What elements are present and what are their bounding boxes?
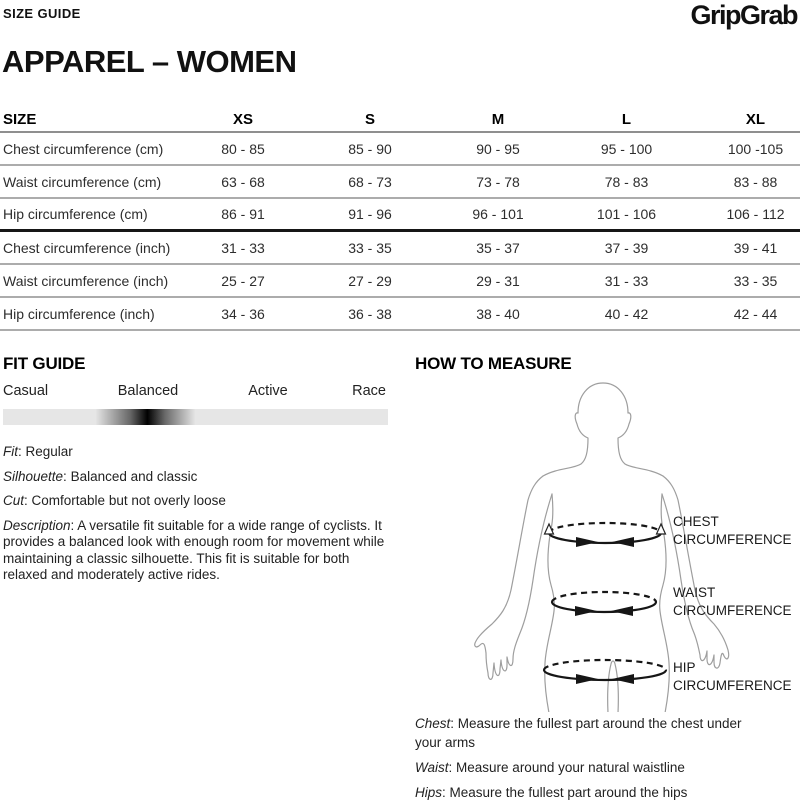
how-to-measure-heading: HOW TO MEASURE	[415, 354, 572, 373]
size-value-cell: 36 - 38	[348, 305, 392, 322]
size-value-cell: 27 - 29	[348, 272, 392, 289]
waist-circumference-label: WAIST CIRCUMFERENCE	[673, 585, 792, 618]
fit-attribute	[3, 469, 391, 486]
table-row-waist-inch	[0, 265, 800, 298]
attribute-term: Description	[3, 517, 71, 533]
fit-guide-heading: FIT GUIDE	[3, 354, 86, 373]
table-row-chest-cm	[0, 133, 800, 166]
size-value-cell: 90 - 95	[476, 140, 520, 157]
instruction-text: Measure the fullest part around the hips	[449, 785, 688, 800]
measure-instructions	[415, 714, 749, 808]
size-table	[0, 108, 800, 331]
measure-instruction-hips	[415, 783, 749, 802]
size-value-cell: 96 - 101	[472, 206, 524, 222]
instruction-term: Waist	[415, 760, 449, 775]
fit-attribute	[3, 493, 391, 510]
column-header-s: S	[364, 111, 375, 128]
scale-label-casual: Casual	[3, 383, 49, 399]
size-value-cell: 78 - 83	[604, 173, 649, 190]
row-label: Hip circumference (inch)	[3, 305, 155, 322]
gripgrab-logo: GripGrab	[690, 0, 797, 30]
column-header-l: L	[621, 111, 632, 128]
size-value-cell: 106 - 112	[726, 206, 785, 222]
fit-scale-bar	[3, 409, 388, 425]
size-value-cell: 33 - 35	[348, 239, 392, 256]
table-row-hip-inch	[0, 298, 800, 331]
size-value-cell: 73 - 78	[476, 173, 520, 190]
how-to-measure-section	[415, 349, 800, 800]
instruction-separator: :	[450, 716, 458, 731]
scale-label-balanced: Balanced	[117, 383, 179, 399]
size-value-cell: 39 - 41	[733, 239, 778, 256]
column-header-size: SIZE	[3, 111, 37, 128]
size-value-cell: 29 - 31	[476, 272, 520, 289]
attribute-term: Silhouette	[3, 468, 64, 484]
size-value-cell: 68 - 73	[348, 173, 392, 190]
column-header-xs: XS	[232, 111, 253, 128]
attribute-separator: :	[63, 468, 71, 484]
column-header-xl: XL	[745, 111, 766, 128]
row-label: Waist circumference (inch)	[3, 272, 169, 289]
size-value-cell: 31 - 33	[604, 272, 649, 289]
attribute-text: Regular	[25, 444, 73, 459]
row-label: Chest circumference (cm)	[3, 140, 164, 157]
measure-instruction-chest	[415, 714, 749, 752]
hip-circumference-label: HIP CIRCUMFERENCE	[673, 660, 792, 693]
page-eyebrow: SIZE GUIDE	[3, 6, 81, 21]
attribute-separator: :	[24, 493, 32, 508]
instruction-text: Measure around your natural waistline	[456, 760, 685, 775]
attribute-term: Fit	[3, 444, 18, 459]
size-value-cell: 86 - 91	[221, 206, 265, 222]
instruction-text: Measure the fullest part around the chest under your arms	[415, 716, 742, 750]
size-value-cell: 25 - 27	[221, 272, 265, 289]
row-label: Hip circumference (cm)	[3, 206, 148, 222]
row-label: Chest circumference (inch)	[3, 239, 171, 256]
size-value-cell: 63 - 68	[221, 173, 265, 190]
instruction-separator: :	[448, 760, 457, 775]
fit-guide-section	[3, 349, 391, 629]
chest-circumference-label: CHEST CIRCUMFERENCE	[673, 514, 792, 547]
size-value-cell: 33 - 35	[733, 272, 778, 289]
size-value-cell: 35 - 37	[476, 239, 520, 256]
size-value-cell: 101 - 106	[596, 206, 657, 222]
size-value-cell: 91 - 96	[348, 206, 392, 222]
table-row-chest-inch	[0, 232, 800, 265]
size-value-cell: 95 - 100	[600, 140, 653, 157]
size-value-cell: 85 - 90	[348, 140, 392, 157]
table-row-hip-cm	[0, 199, 800, 232]
scale-label-race: Race	[352, 383, 386, 399]
size-value-cell: 38 - 40	[476, 305, 520, 322]
size-value-cell: 31 - 33	[221, 239, 265, 256]
fit-attributes	[3, 444, 391, 592]
page-title: APPAREL – WOMEN	[2, 44, 297, 79]
table-row-waist-cm	[0, 166, 800, 199]
row-label: Waist circumference (cm)	[3, 173, 162, 190]
attribute-separator: :	[18, 444, 26, 459]
column-header-m: M	[491, 111, 505, 128]
fit-scale-labels	[3, 383, 388, 401]
size-value-cell: 83 - 88	[733, 173, 778, 190]
size-value-cell: 100 -105	[727, 140, 784, 157]
size-value-cell: 80 - 85	[221, 140, 265, 157]
fit-attribute	[3, 518, 391, 584]
size-value-cell: 42 - 44	[733, 305, 778, 322]
attribute-text: A versatile fit suitable for a wide range of cyclists. It provides a balanced look with enough room for movement while maintaining a classic silhouette. This fit is suitable for both relaxed and moderately active rides.	[3, 517, 385, 582]
instruction-separator: :	[442, 785, 450, 800]
attribute-text: Balanced and classic	[70, 468, 198, 484]
size-value-cell: 34 - 36	[221, 305, 265, 322]
scale-label-active: Active	[248, 383, 288, 399]
fit-attribute	[3, 444, 391, 461]
instruction-term: Chest	[415, 716, 451, 731]
instruction-term: Hips	[415, 785, 443, 800]
measure-instruction-waist	[415, 758, 749, 777]
size-value-cell: 40 - 42	[604, 305, 649, 322]
attribute-text: Comfortable but not overly loose	[31, 493, 226, 508]
attribute-separator: :	[70, 517, 78, 533]
attribute-term: Cut	[3, 493, 25, 508]
size-value-cell: 37 - 39	[604, 239, 649, 256]
size-table-header-row	[0, 108, 800, 133]
